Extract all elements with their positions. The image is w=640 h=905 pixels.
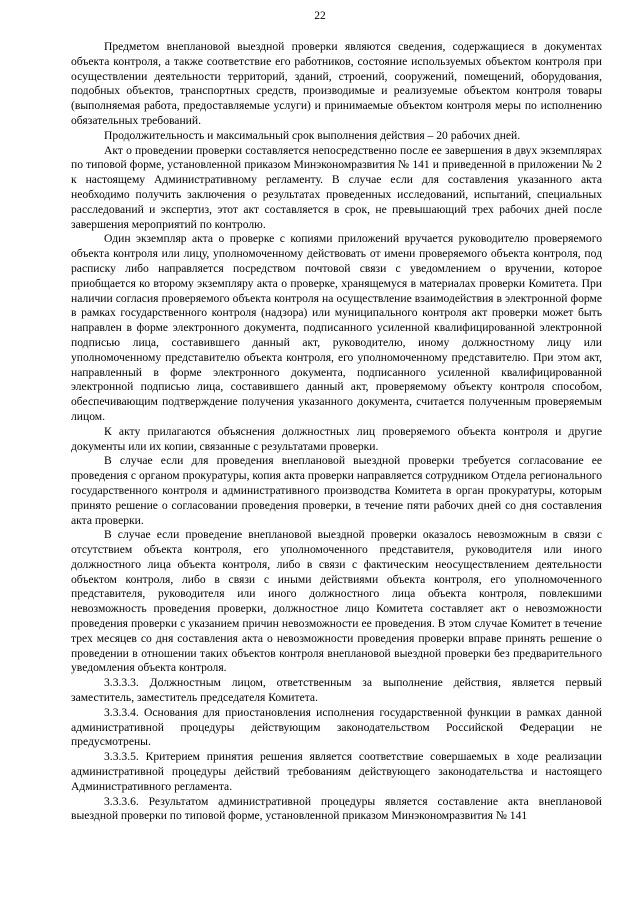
- paragraph-act-drafting: Акт о проведении проверки составляется непосредственно после ее завершения в двух экземплярах по типовой форме, установленной приказом Минэкономразвития № 141 и приведенной в приложении № 2 к настоящему Административному регламенту. В случае если для составления указанного акта необходимо получить заключения о результатах проведенных исследований, испытаний, специальных расследований и экспертиз, этот акт составляется в срок, не превышающий трех рабочих дней после завершения мероприятий по контролю.: [71, 143, 602, 231]
- paragraph-3-3-3-5: 3.3.3.5. Критерием принятия решения является соответствие совершаемых в ходе реализации административной процедуры действий требованиям действующего законодательства и настоящего Административного регламента.: [71, 750, 602, 793]
- document-body: [71, 40, 602, 824]
- paragraph-subject: Предметом внеплановой выездной проверки являются сведения, содержащиеся в документах объекта контроля, а также соответствие его работников, состояние используемых объектом контроля при осуществлении деятельности территорий, зданий, строений, сооружений, помещений, оборудования, подобных объектов, транспортных средств, производимые и реализуемые объектом контроля товары (выполняемая работа, предоставляемые услуги) и принимаемые объектом контроля меры по исполнению обязательных требований.: [71, 40, 602, 127]
- paragraph-prosecutor-copy: В случае если для проведения внеплановой выездной проверки требуется согласование ее проведения с органом прокуратуры, копия акта проверки направляется сотрудником Отдела регионального государственного контроля и административного производства Комитета в орган прокуратуры, которым принято решение о согласовании проведения проверки, в течение пяти рабочих дней со дня составления акта проверки.: [71, 454, 602, 527]
- paragraph-3-3-3-4: 3.3.3.4. Основания для приостановления исполнения государственной функции в рамках данной административной процедуры действующим законодательством Российской Федерации не предусмотрены.: [71, 705, 602, 749]
- paragraph-3-3-3-3: 3.3.3.3. Должностным лицом, ответственным за выполнение действия, является первый заместитель, заместитель председателя Комитета.: [71, 676, 602, 705]
- page-number: 22: [314, 10, 326, 22]
- paragraph-act-attachments: К акту прилагаются объяснения должностных лиц проверяемого объекта контроля и другие документы или их копии, связанные с результатами проверки.: [71, 424, 602, 453]
- paragraph-impossibility: В случае если проведение внеплановой выездной проверки оказалось невозможным в связи с отсутствием объекта контроля, его уполномоченного представителя, руководителя или иного должностного лица объекта контроля, либо в связи с фактическим неосуществлением деятельности объектом контроля, либо в связи с иными действиями объекта контроля, его уполномоченного представителя, руководителя или иного должностного лица объекта контроля, повлекшими невозможность проведения проверки, должностное лицо Комитета составляет акт о невозможности проведения проверки с указанием причин невозможности ее проведения. В этом случае Комитет в течение трех месяцев со дня составления акта о невозможности проведения проверки вправе принять решение о проведении в отношении таких объектов контроля внеплановой выездной проверки без предварительного уведомления объекта контроля.: [71, 528, 602, 675]
- paragraph-duration: Продолжительность и максимальный срок выполнения действия – 20 рабочих дней.: [104, 128, 521, 142]
- paragraph-3-3-3-6: 3.3.3.6. Результатом административной процедуры является составление акта внеплановой выездной проверки по типовой форме, установленной приказом Минэкономразвития № 141: [71, 794, 602, 823]
- paragraph-act-delivery: Один экземпляр акта о проверке с копиями приложений вручается руководителю проверяемого объекта контроля или лицу, уполномоченному действовать от имени проверяемого объекта контроля, под расписку либо направляется посредством почтовой связи с уведомлением о вручении, которое приобщается ко второму экземпляру акта о проверке, хранящемуся в материалах проверки Комитета. При наличии согласия проверяемого объекта контроля на осуществление взаимодействия в электронной форме в рамках государственного контроля (надзора) или муниципального контроля акт проверки может быть направлен в форме электронного документа, подписанного усиленной квалифицированной электронной подписью лица, составившего данный акт, руководителю, иному должностному лицу или уполномоченному представителю объекта контроля, его уполномоченному представителю. При этом акт, направленный в форме электронного документа, подписанного усиленной квалифицированной электронной подписью лица, составившего данный акт, проверяемому объекту контроля способом, обеспечивающим подтверждение получения указанного документа, считается полученным проверяемым лицом.: [71, 232, 602, 423]
